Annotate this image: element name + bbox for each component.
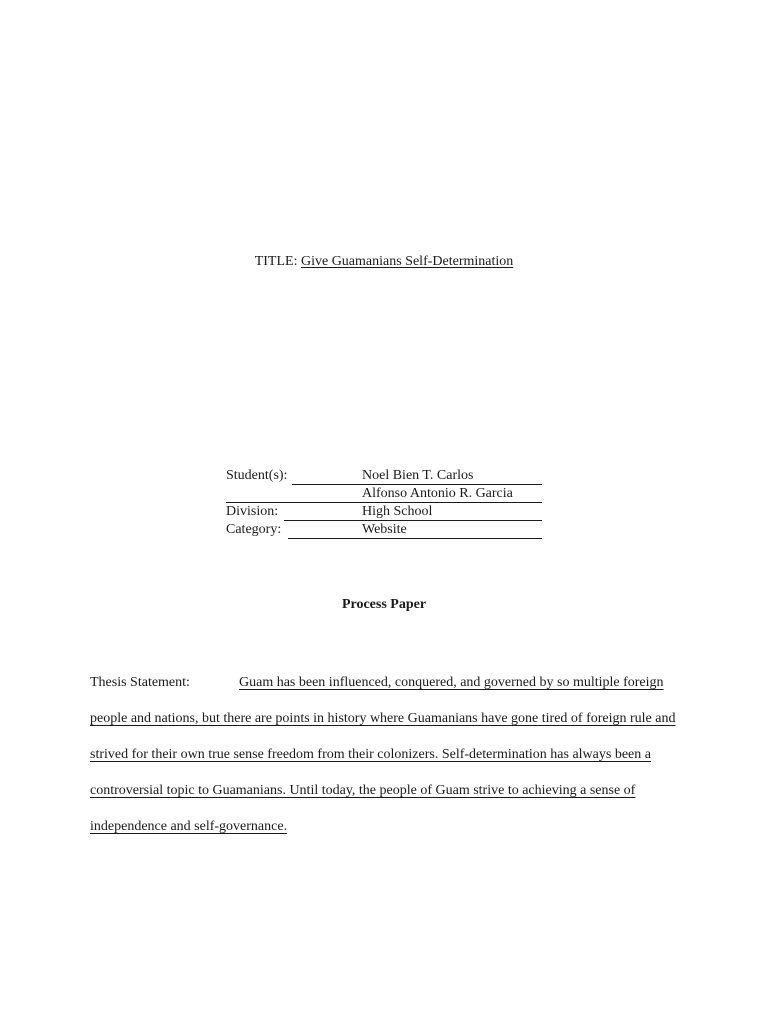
title-label: TITLE: [254,254,298,269]
category-label: Category: [226,522,282,537]
thesis-text: Guam has been influenced, conquered, and governed by so multiple foreign people and nations, but there are points in history where Guamanians have gone tired of foreign rule and strived for their own true sense freedom from their colonizers. Self-determination has always been a controversial topic to Guamanians. Until today, the people of Guam strive to achieving a sense of independence and self-governance. [90,675,676,834]
student-name-1: Noel Bien T. Carlos [362,468,474,483]
category-row [226,521,542,539]
category-underline [288,538,542,539]
student-info-table [226,467,542,539]
student-name-2: Alfonso Antonio R. Garcia [362,486,513,501]
thesis-label: Thesis Statement: [90,675,190,690]
category-value: Website [362,522,407,537]
title-line [0,253,768,271]
title-value: Give Guamanians Self-Determination [300,254,514,269]
division-value: High School [362,504,433,519]
students-row-1 [226,467,542,485]
section-heading: Process Paper [341,597,427,612]
students-row-2 [226,485,542,503]
division-label: Division: [226,504,279,519]
thesis-paragraph [90,665,680,845]
students-label: Student(s): [226,468,288,483]
division-row [226,503,542,521]
